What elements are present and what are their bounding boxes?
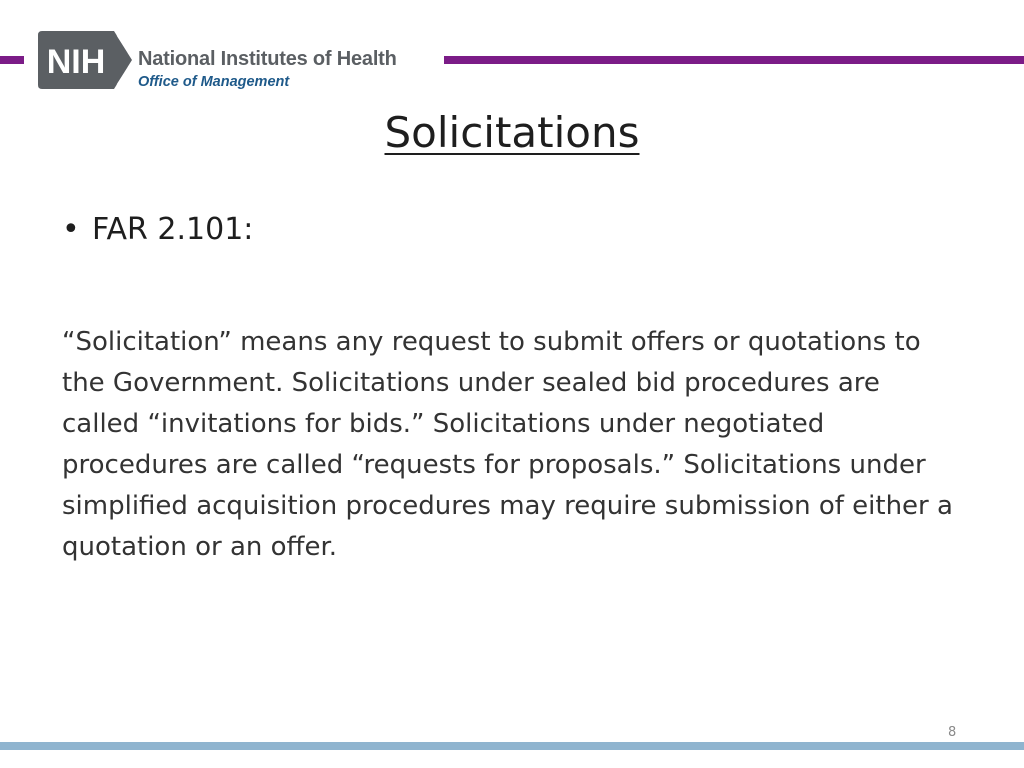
nih-logo-icon [38, 31, 133, 89]
bullet-marker: • [62, 212, 80, 247]
org-name: National Institutes of Health [138, 48, 397, 70]
bullet-item [62, 212, 253, 247]
footer-accent-bar [0, 742, 1024, 750]
header-accent-bar-left [0, 56, 24, 64]
definition-paragraph: “Solicitation” means any request to submit offers or quotations to the Government. Solicitations under sealed bid procedures are called “invitations for bids.” Solicitations under negotiated procedures are called “requests for proposals.” Solicitations under simplified acquisition procedures may require submission of either a quotation or an offer. [62, 327, 953, 562]
nih-logo-text: NIH [46, 43, 106, 81]
office-name: Office of Management [138, 74, 290, 90]
slide-title: Solicitations [384, 108, 640, 157]
page-number: 8 [948, 725, 957, 740]
header-accent-bar-right [444, 56, 1024, 64]
bullet-text: FAR 2.101: [92, 212, 254, 247]
